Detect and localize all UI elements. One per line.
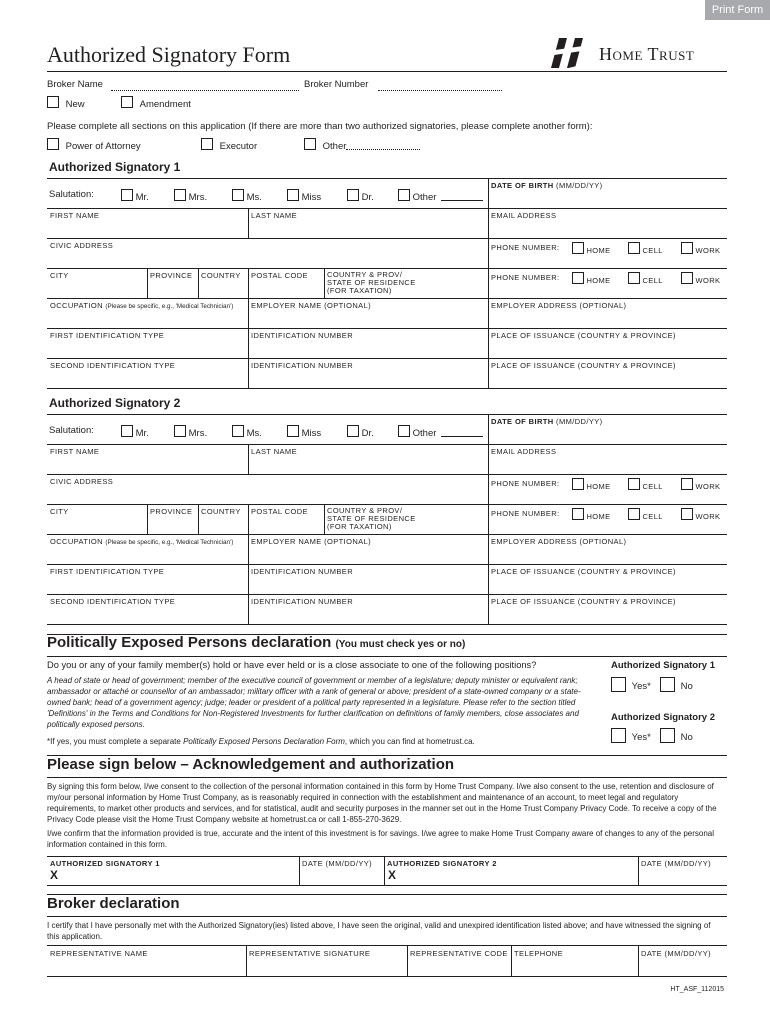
phone-cell-option[interactable]: CELL [628,242,663,255]
ms-checkbox[interactable] [232,425,244,437]
cell-checkbox[interactable] [628,478,640,490]
phone-row-1: PHONE NUMBER: HOME CELL WORK [491,479,721,491]
second-id-number-field[interactable]: IDENTIFICATION NUMBER [251,361,354,370]
broker-name-label: Broker Name [47,79,103,90]
phone-home-option[interactable]: HOME [572,478,611,491]
mrs-checkbox[interactable] [174,425,186,437]
salutation-miss[interactable]: Miss [287,189,321,203]
phone-work-option[interactable]: WORK [681,508,720,521]
salutation-ms[interactable]: Ms. [232,425,262,439]
amendment-checkbox[interactable] [121,96,133,108]
last-name-field[interactable]: LAST NAME [251,211,297,220]
mr-checkbox[interactable] [121,425,133,437]
pep-sig1-no[interactable]: No [660,677,693,695]
signatory-2-section [0,394,770,624]
home-checkbox[interactable] [572,272,584,284]
second-id-place-field[interactable]: PLACE OF ISSUANCE (COUNTRY & PROVINCE) [491,361,676,370]
other-checkbox[interactable] [398,425,410,437]
salutation-dr[interactable]: Dr. [347,189,374,203]
postal-code-field[interactable]: POSTAL CODE [251,271,308,280]
employer-name-field[interactable]: EMPLOYER NAME (OPTIONAL) [251,537,372,546]
amendment-option[interactable]: Amendment [121,96,191,110]
home-trust-logo [549,34,729,72]
civic-address-field[interactable]: CIVIC ADDRESS [50,241,114,250]
province-field[interactable]: PROVINCE [150,271,193,280]
city-field[interactable]: CITY [50,507,69,516]
phone-work-option[interactable]: WORK [681,242,720,255]
phone-row-2: PHONE NUMBER: HOME CELL WORK [491,273,721,285]
pep-sig2-label: Authorized Signatory 2 [611,712,715,723]
work-checkbox[interactable] [681,478,693,490]
employer-address-field[interactable]: EMPLOYER ADDRESS (OPTIONAL) [491,301,627,310]
auth-sig-2-date[interactable]: DATE (MM/DD/YY) [641,859,712,868]
occupation-field[interactable]: OCCUPATION (Please be specific, e.g., 'Medical Technician') [50,537,234,546]
new-checkbox[interactable] [47,96,59,108]
home-checkbox[interactable] [572,242,584,254]
home-checkbox[interactable] [572,508,584,520]
phone-work-option[interactable]: WORK [681,272,720,285]
salutation-other[interactable]: Other [398,189,436,203]
auth-sig-1-date[interactable]: DATE (MM/DD/YY) [302,859,373,868]
email-field[interactable]: EMAIL ADDRESS [491,211,557,220]
ack-paragraph-1: By signing this form below, I/we consent to the collection of the personal information contained in this form by Home Trust Company. I/we also consent to the use, retention and disclosure of my/our personal information by Home Trust Company, as is reasonably required in connection with the establishment and maintenance of an account, to meet legal and regulatory requirements, to market other products and services, and for statistical, audit and security purposes in the manner set out in the Home Trust Company Privacy Code. To receive a copy of the Privacy Code please visit the Home Trust Company website at hometrust.ca or call 1-855-270-3629. [47,782,717,824]
last-name-field[interactable]: LAST NAME [251,447,297,456]
auth-sig-2-label: AUTHORIZED SIGNATORY 2 [387,859,497,868]
first-id-place-field[interactable]: PLACE OF ISSUANCE (COUNTRY & PROVINCE) [491,567,676,576]
second-id-number-field[interactable]: IDENTIFICATION NUMBER [251,597,354,606]
email-field[interactable]: EMAIL ADDRESS [491,447,557,456]
phone-home-option[interactable]: HOME [572,272,611,285]
cell-checkbox[interactable] [628,272,640,284]
broker-number-label: Broker Number [304,79,369,90]
pep-must-note: (You must check yes or no) [335,639,466,650]
other-option[interactable]: Other [304,138,346,152]
civic-address-field[interactable]: CIVIC ADDRESS [50,477,114,486]
phone-row-1: PHONE NUMBER: HOME CELL WORK [491,243,721,255]
pep-definition: A head of state or head of government; member of the executive council of government or member of a legislature; deputy minister or equivalent rank; ambassador or attaché or counsellor of an ambassador; military officer with a rank of general or above; president of a state-owned company or a state-owned bank; head of a government agency; judge; leader or president of a political party represented in a legislature. Please refer to the section titled 'Definitions' in the Terms and Conditions for Non-Registered Investments for further clarification on definitions of family members, close associates and politically exposed persons. [47,676,581,729]
first-id-type-field[interactable]: FIRST IDENTIFICATION TYPE [50,567,165,576]
auth-sig-1-label: AUTHORIZED SIGNATORY 1 [50,859,160,868]
pep-sig1-label: Authorized Signatory 1 [611,660,715,671]
dob-field[interactable]: DATE OF BIRTH (MM/DD/YY) [491,181,603,190]
pep-sig2-no[interactable]: No [660,728,693,746]
employer-name-field[interactable]: EMPLOYER NAME (OPTIONAL) [251,301,372,310]
employer-address-field[interactable]: EMPLOYER ADDRESS (OPTIONAL) [491,537,627,546]
auth-sig-2-x[interactable]: X [388,868,397,882]
cell-checkbox[interactable] [628,508,640,520]
salutation-other[interactable]: Other [398,425,436,439]
country-prov-field[interactable]: COUNTRY & PROV/ STATE OF RESIDENCE (FOR TAXATION) [327,270,416,295]
first-id-type-field[interactable]: FIRST IDENTIFICATION TYPE [50,331,165,340]
signatory-1-section [0,158,770,388]
salutation-ms[interactable]: Ms. [232,189,262,203]
pep-title-block [47,634,465,651]
ack-paragraph-2: I/we confirm that the information provided is true, accurate and the intent of this investment is for savings. I/we agree to make Home Trust Company aware of changes to any of the personal information contained in this form. [47,829,715,849]
city-field[interactable]: CITY [50,271,69,280]
rep-signature-field[interactable]: REPRESENTATIVE SIGNATURE [249,949,371,958]
salutation-label: Salutation: [49,189,94,200]
second-id-type-field[interactable]: SECOND IDENTIFICATION TYPE [50,361,176,370]
first-id-place-field[interactable]: PLACE OF ISSUANCE (COUNTRY & PROVINCE) [491,331,676,340]
salutation-mr[interactable]: Mr. [121,425,149,439]
auth-sig-1-x[interactable]: X [50,868,59,882]
work-checkbox[interactable] [681,272,693,284]
phone-home-option[interactable]: HOME [572,508,611,521]
pep-sig1-yes-checkbox[interactable] [611,677,626,692]
salutation-label: Salutation: [49,425,94,436]
rep-code-field[interactable]: REPRESENTATIVE CODE [410,949,508,958]
mr-checkbox[interactable] [121,189,133,201]
broker-decl-title: Broker declaration [47,895,180,912]
occupation-field[interactable]: OCCUPATION (Please be specific, e.g., 'Medical Technician') [50,301,234,310]
home-checkbox[interactable] [572,478,584,490]
other-field[interactable] [346,149,420,150]
salutation-mrs[interactable]: Mrs. [174,189,207,203]
poa-checkbox[interactable] [47,138,59,150]
rep-name-field[interactable]: REPRESENTATIVE NAME [50,949,148,958]
pep-sig1-yes[interactable]: Yes* [611,677,651,695]
first-id-number-field[interactable]: IDENTIFICATION NUMBER [251,331,354,340]
phone-home-option[interactable]: HOME [572,242,611,255]
signatory-title: Authorized Signatory 1 [49,160,181,174]
telephone-field[interactable]: TELEPHONE [514,949,564,958]
work-checkbox[interactable] [681,508,693,520]
page-title: Authorized Signatory Form [47,42,291,67]
miss-checkbox[interactable] [287,425,299,437]
dr-checkbox[interactable] [347,425,359,437]
phone-row-2: PHONE NUMBER: HOME CELL WORK [491,509,721,521]
salutation-miss[interactable]: Miss [287,425,321,439]
salutation-dr[interactable]: Dr. [347,425,374,439]
mrs-checkbox[interactable] [174,189,186,201]
other-checkbox[interactable] [304,138,316,150]
dob-field[interactable]: DATE OF BIRTH (MM/DD/YY) [491,417,603,426]
second-id-type-field[interactable]: SECOND IDENTIFICATION TYPE [50,597,176,606]
home-trust-logo-icon [549,34,589,72]
province-field[interactable]: PROVINCE [150,507,193,516]
brand-name: Home Trust [599,44,695,64]
salutation-mrs[interactable]: Mrs. [174,425,207,439]
salutation-mr[interactable]: Mr. [121,189,149,203]
print-form-button[interactable]: Print Form [705,0,770,20]
ack-title: Please sign below – Acknowledgement and authorization [47,756,455,773]
pep-sig2-yes-checkbox[interactable] [611,728,626,743]
broker-number-field[interactable] [378,90,502,91]
second-id-place-field[interactable]: PLACE OF ISSUANCE (COUNTRY & PROVINCE) [491,597,676,606]
pep-question: Do you or any of your family member(s) hold or have ever held or is a close associate to one of the following positions? [47,660,537,670]
poa-option[interactable]: Power of Attorney [47,138,141,152]
country-field[interactable]: COUNTRY [201,271,241,280]
country-field[interactable]: COUNTRY [201,507,241,516]
broker-name-field[interactable] [111,90,299,91]
first-name-field[interactable]: FIRST NAME [50,211,100,220]
other-salutation-field[interactable] [441,436,483,437]
dr-checkbox[interactable] [347,189,359,201]
phone-cell-option[interactable]: CELL [628,272,663,285]
broker-decl-text: I certify that I have personally met with the Authorized Signatory(ies) listed above, I have seen the original, valid and unexpired identification listed above; and have witnessed the signing of this application. [47,921,711,941]
broker-date-field[interactable]: DATE (MM/DD/YY) [641,949,712,958]
postal-code-field[interactable]: POSTAL CODE [251,507,308,516]
new-option[interactable]: New [47,96,85,110]
miss-checkbox[interactable] [287,189,299,201]
other-checkbox[interactable] [398,189,410,201]
pep-sig2-yes[interactable]: Yes* [611,728,651,746]
pep-sig2-no-checkbox[interactable] [660,728,675,743]
cell-checkbox[interactable] [628,242,640,254]
other-salutation-field[interactable] [441,200,483,201]
phone-cell-option[interactable]: CELL [628,478,663,491]
pep-note: *If yes, you must complete a separate Politically Exposed Persons Declaration Form, which you can find at hometrust.ca. [47,737,475,746]
first-id-number-field[interactable]: IDENTIFICATION NUMBER [251,567,354,576]
pep-title: Politically Exposed Persons declaration [47,634,332,651]
first-name-field[interactable]: FIRST NAME [50,447,100,456]
phone-work-option[interactable]: WORK [681,478,720,491]
signatory-title: Authorized Signatory 2 [49,396,181,410]
pep-sig1-no-checkbox[interactable] [660,677,675,692]
phone-cell-option[interactable]: CELL [628,508,663,521]
country-prov-field[interactable]: COUNTRY & PROV/ STATE OF RESIDENCE (FOR TAXATION) [327,506,416,531]
executor-option[interactable]: Executor [201,138,257,152]
executor-checkbox[interactable] [201,138,213,150]
form-code: HT_ASF_112015 [670,986,724,993]
ms-checkbox[interactable] [232,189,244,201]
work-checkbox[interactable] [681,242,693,254]
instructions-text: Please complete all sections on this application (If there are more than two authorized signatories, please complete another form): [47,121,593,132]
